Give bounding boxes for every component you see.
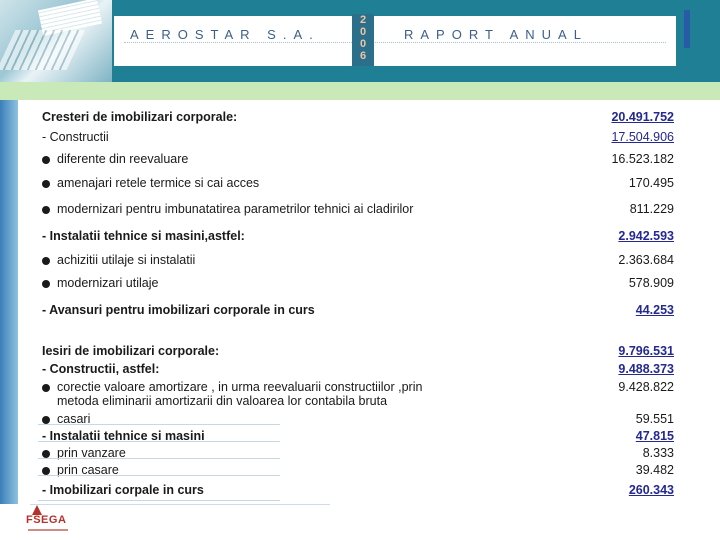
table-row: [30, 176, 690, 192]
row-separator: [38, 500, 280, 501]
row-label: prin casare: [57, 463, 119, 477]
bullet-icon: [42, 467, 50, 475]
header-keys-graphic: [0, 30, 85, 70]
row-label: - Instalatii tehnice si masini: [42, 429, 205, 443]
row-label: Iesiri de imobilizari corporale:: [42, 344, 220, 358]
report-title: RAPORT ANUAL: [404, 27, 588, 42]
row-value: 9.428.822: [618, 380, 674, 394]
table-row: [30, 446, 690, 462]
row-label: - Avansuri pentru imobilizari corporale in curs: [42, 303, 315, 317]
table-row: [30, 110, 690, 126]
footer-divider: [30, 504, 330, 505]
left-decorative-bar: [0, 100, 18, 504]
row-separator: [38, 475, 280, 476]
row-label: - Constructii: [42, 130, 109, 144]
row-label: - Instalatii tehnice si masini,astfel:: [42, 229, 245, 243]
logo-underline: [28, 529, 68, 531]
table-row: [30, 483, 690, 499]
bullet-icon: [42, 206, 50, 214]
bullet-icon: [42, 156, 50, 164]
row-value: 578.909: [628, 276, 674, 290]
table-row: [30, 202, 690, 218]
table-row: [30, 253, 690, 269]
row-label: casari: [57, 412, 91, 426]
fsega-logo: [26, 505, 72, 537]
bullet-icon: [42, 450, 50, 458]
row-label: - Constructii, astfel:: [42, 362, 160, 376]
table-row: [30, 130, 690, 146]
header-keyboard-image: [0, 0, 112, 82]
header-accent-bar: [684, 10, 690, 48]
row-separator: [38, 458, 280, 459]
table-row: [30, 394, 690, 410]
row-label: diferente din reevaluare: [57, 152, 189, 166]
year-digit: 2: [359, 14, 367, 26]
row-label: modernizari utilaje: [57, 276, 159, 290]
table-row: [30, 362, 690, 378]
header-title-panel: [114, 16, 676, 66]
bullet-icon: [42, 280, 50, 288]
table-row: [30, 229, 690, 245]
year-digit: 6: [359, 50, 367, 62]
table-row: [30, 412, 690, 428]
row-value: 811.229: [629, 202, 674, 216]
company-name: AEROSTAR S.A.: [130, 27, 320, 42]
table-row: [30, 463, 690, 479]
bullet-icon: [42, 384, 50, 392]
row-label: Cresteri de imobilizari corporale:: [42, 110, 238, 124]
row-label: amenajari retele termice si cai acces: [57, 176, 260, 190]
row-label: - Imobilizari corpale in curs: [42, 483, 204, 497]
row-value: 59.551: [635, 412, 674, 426]
row-value: 20.491.752: [611, 110, 674, 124]
row-value: 2.363.684: [618, 253, 674, 267]
header-dotted-rule: [124, 42, 666, 43]
table-row: [30, 344, 690, 360]
bullet-icon: [42, 180, 50, 188]
row-label: achizitii utilaje si instalatii: [57, 253, 196, 267]
table-row: [30, 429, 690, 445]
row-value: 2.942.593: [618, 229, 674, 243]
row-value: 17.504.906: [611, 130, 674, 144]
row-value: 9.488.373: [618, 362, 674, 376]
logo-text: FSEGA: [26, 514, 67, 526]
row-separator: [38, 441, 280, 442]
row-label: metoda eliminarii amortizarii din valoarea lor contabila bruta: [57, 394, 388, 408]
header-green-strip: [0, 82, 720, 100]
row-value: 9.796.531: [618, 344, 674, 358]
row-value: 8.333: [642, 446, 674, 460]
year-digit: 0: [359, 26, 367, 38]
year-badge: [352, 14, 374, 66]
row-value: 170.495: [628, 176, 674, 190]
bullet-icon: [42, 416, 50, 424]
row-value: 47.815: [635, 429, 674, 443]
row-value: 44.253: [635, 303, 674, 317]
row-separator: [38, 424, 280, 425]
row-label: corectie valoare amortizare , in urma reevaluarii constructiilor ,prin: [57, 380, 423, 394]
bullet-icon: [42, 257, 50, 265]
row-value: 39.482: [635, 463, 674, 477]
table-row: [30, 303, 690, 319]
row-label: prin vanzare: [57, 446, 126, 460]
table-row: [30, 276, 690, 292]
row-value: 260.343: [628, 483, 674, 497]
row-label: modernizari pentru imbunatatirea parametrilor tehnici ai cladirilor: [57, 202, 414, 216]
asset-movements-table: [30, 102, 690, 506]
row-value: 16.523.182: [611, 152, 674, 166]
table-row: [30, 152, 690, 168]
year-digit: 0: [359, 38, 367, 50]
